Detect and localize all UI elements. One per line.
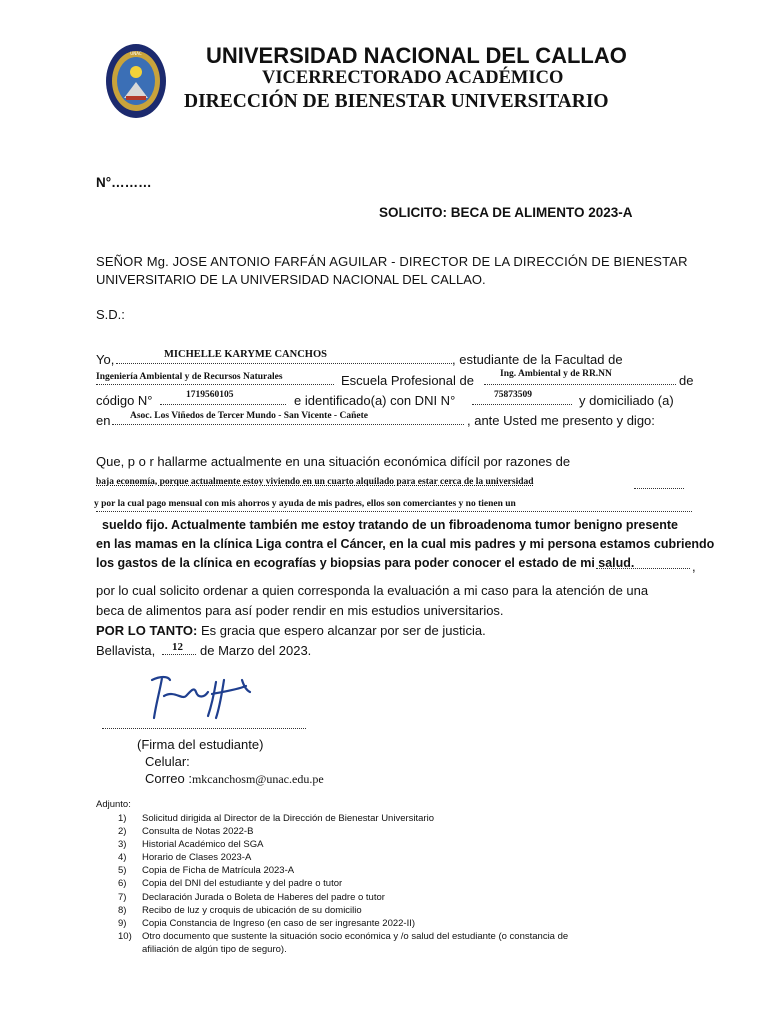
dni-fill: 75873509: [494, 390, 532, 400]
closing-line-1: por lo cual solicito ordenar a quien corresponda la evaluación a mi caso para la atención de una: [96, 583, 649, 598]
solicito-line: SOLICITO: BECA DE ALIMENTO 2023-A: [379, 205, 633, 220]
list-item: 10) Otro documento que sustente la situación socio económica y /o salud del estudiante (o constancia de: [118, 930, 569, 942]
list-item: 6) Copia del DNI del estudiante y del padre o tutor: [118, 878, 343, 890]
celular-label: Celular:: [145, 754, 190, 769]
day-dots: [162, 654, 196, 655]
address-fill: Asoc. Los Viñedos de Tercer Mundo - San Vicente - Cañete: [130, 411, 368, 421]
school-fill: Ing. Ambiental y de RR.NN: [500, 369, 612, 379]
firma-label: (Firma del estudiante): [137, 737, 264, 752]
handwritten-signature: [146, 672, 262, 722]
reason-handwritten-2: y por la cual pago mensual con mis ahorros y ayuda de mis padres, ellos son comerciantes y no tienen un: [94, 499, 516, 509]
list-item: 5) Copia de Ficha de Matrícula 2023-A: [118, 865, 295, 877]
list-item: 1) Solicitud dirigida al Director de la Dirección de Bienestar Universitario: [118, 813, 434, 824]
estudiante-text: , estudiante de la Facultad de: [452, 352, 623, 367]
faculty-fill: Ingeniería Ambiental y de Recursos Naturales: [96, 372, 283, 382]
correo-label: Correo :: [145, 771, 192, 786]
reason-line-5: los gastos de la clínica en ecografías y biopsias para poder conocer el estado de mi salud.: [96, 556, 635, 570]
list-item: 2) Consulta de Notas 2022-B: [118, 826, 254, 838]
identificado-text: e identificado(a) con DNI N°: [294, 393, 456, 408]
codigo-label: código N°: [96, 393, 153, 408]
school-dots: [484, 384, 676, 385]
reason-comma: ,: [692, 559, 696, 574]
domiciliado-text: y domiciliado (a): [579, 393, 674, 408]
student-name-dots: [116, 363, 452, 364]
svg-text:UNAC: UNAC: [130, 51, 142, 56]
por-lo-tanto-label: POR LO TANTO:: [96, 623, 198, 638]
addressee-line-2: UNIVERSITARIO DE LA UNIVERSIDAD NACIONAL DEL CALLAO.: [96, 272, 486, 287]
email-fill: mkcanchosm@unac.edu.pe: [191, 772, 324, 786]
reason-line-4: en las mamas en la clínica Liga contra el Cáncer, en la cual mis padres y mi persona estamos cubriendo: [96, 537, 715, 551]
list-item: 7) Declaración Jurada o Boleta de Haberes del padre o tutor: [118, 891, 385, 903]
address-dots: [112, 424, 464, 425]
university-seal-logo: [104, 42, 168, 120]
por-lo-tanto: [96, 623, 486, 638]
yo-label: Yo,: [96, 352, 115, 367]
adjunto-title: Adjunto:: [96, 799, 131, 810]
ante-text: , ante Usted me presento y digo:: [467, 413, 655, 428]
university-title: UNIVERSIDAD NACIONAL DEL CALLAO: [206, 43, 627, 68]
addressee-line-1: SEÑOR Mg. JOSE ANTONIO FARFÁN AGUILAR - DIRECTOR DE LA DIRECCIÓN DE BIENESTAR: [96, 254, 688, 269]
day-fill: 12: [172, 641, 183, 653]
list-item: 8) Recibo de luz y croquis de ubicación de su domicilio: [118, 904, 362, 916]
de-text: de: [679, 373, 694, 388]
reason-dots-2: [96, 511, 692, 512]
reason-dots-1: [634, 488, 684, 489]
code-dots: [160, 404, 286, 405]
closing-line-2: beca de alimentos para así poder rendir en mis estudios universitarios.: [96, 603, 504, 618]
list-item: 9) Copia Constancia de Ingreso (en caso de ser ingresante 2022-II): [118, 917, 416, 929]
bellavista-label: Bellavista,: [96, 643, 156, 658]
reason-intro: Que, p o r hallarme actualmente en una situación económica difícil por razones de: [96, 454, 571, 469]
en-label: en: [96, 413, 111, 428]
list-item-continuation: afiliación de algún tipo de seguro).: [142, 943, 287, 955]
dni-dots: [472, 404, 572, 405]
code-fill: 1719560105: [186, 390, 234, 400]
date-rest: de Marzo del 2023.: [200, 643, 312, 658]
reason-line-3: sueldo fijo. Actualmente también me estoy tratando de un fibroadenoma tumor benigno presente: [102, 518, 679, 532]
escuela-text: Escuela Profesional de: [341, 373, 474, 388]
adjunto-list: [118, 812, 568, 956]
reason-dots-3: [596, 568, 690, 569]
gracia-text: Es gracia que espero alcanzar por ser de justicia.: [197, 623, 486, 638]
document-number: N°………: [96, 175, 152, 190]
sd-label: S.D.:: [96, 307, 125, 322]
list-item: 4) Horario de Clases 2023-A: [118, 852, 252, 864]
direccion-title: DIRECCIÓN DE BIENESTAR UNIVERSITARIO: [184, 91, 609, 112]
signature-line: [102, 728, 306, 729]
list-item: 3) Historial Académico del SGA: [118, 839, 264, 851]
correo-line: [145, 771, 324, 787]
student-name-fill: MICHELLE KARYME CANCHOS: [164, 349, 327, 360]
faculty-dots: [96, 384, 334, 385]
reason-handwritten-1: baja economía, porque actualmente estoy viviendo en un cuarto alquilado para estar cerca de la universidad: [96, 477, 534, 487]
vicerrectorado-title: VICERRECTORADO ACADÉMICO: [262, 68, 564, 88]
